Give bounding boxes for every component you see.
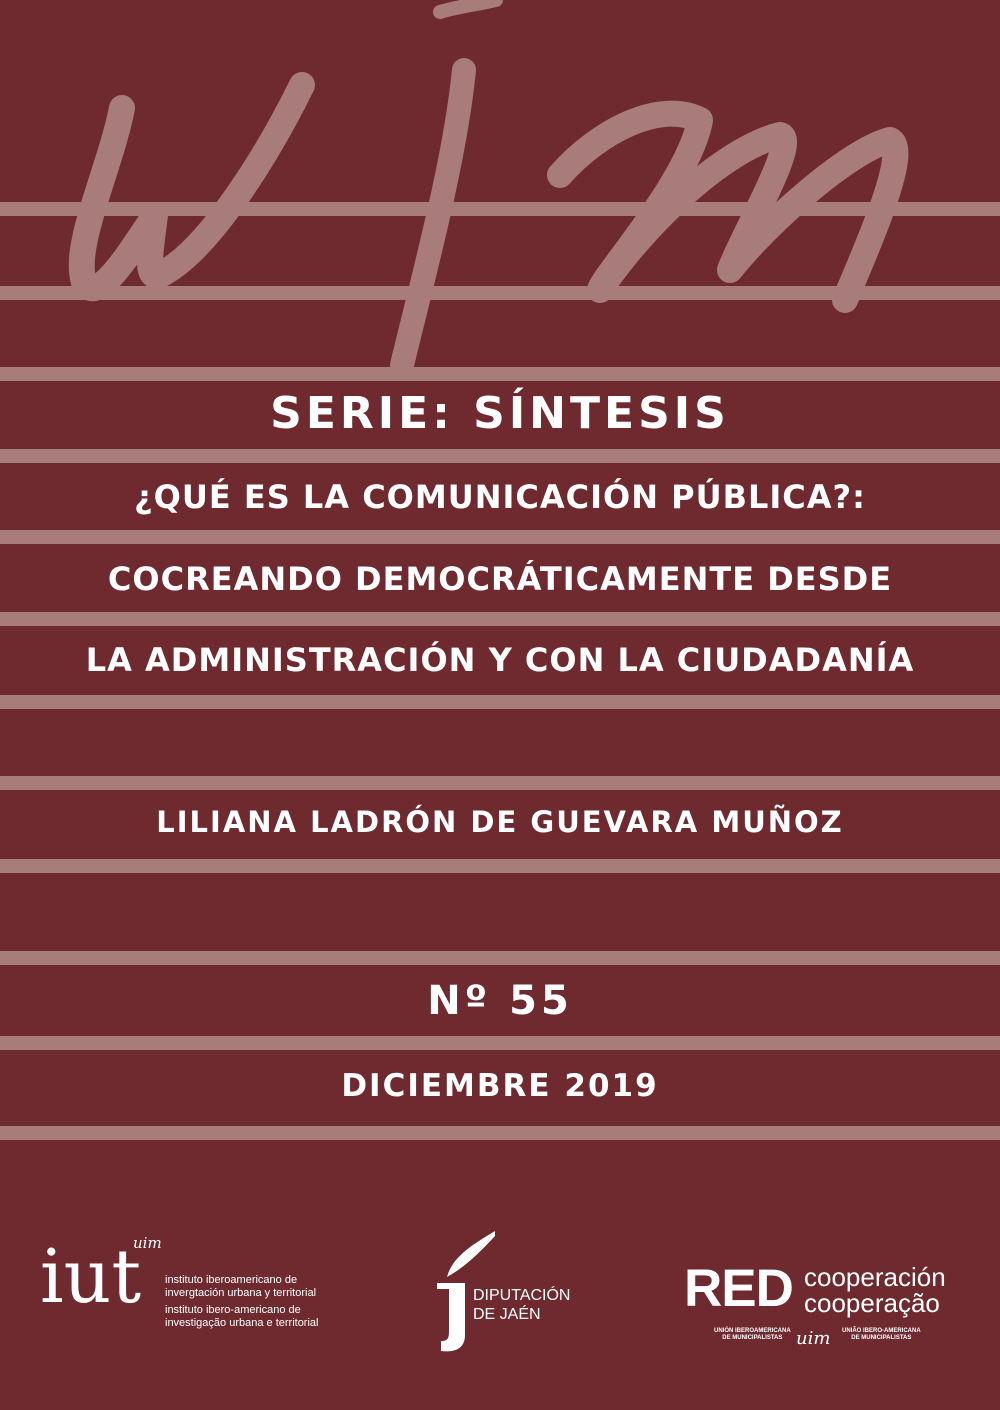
red-cooperacion-logo <box>684 1259 974 1352</box>
iut-line: invergtación urbana y territorial <box>165 1287 317 1299</box>
stripe <box>0 951 1000 965</box>
iut-description <box>165 1274 318 1330</box>
iut-line: investigação urbana e territorial <box>165 1317 319 1329</box>
stripe <box>0 530 1000 544</box>
author-name: LILIANA LADRÓN DE GUEVARA MUÑOZ <box>156 805 844 839</box>
red-word: RED <box>684 1259 793 1318</box>
uim-handwritten-logo <box>40 0 980 390</box>
title-line-3: LA ADMINISTRACIÓN Y CON LA CIUDADANÍA <box>85 641 915 679</box>
diputacion-line-2: DE JAÉN <box>473 1306 541 1323</box>
publication-date: DICIEMBRE 2019 <box>341 1068 659 1104</box>
stripe <box>0 776 1000 790</box>
red-small-line: DE MUNICIPALISTAS <box>722 1335 783 1341</box>
issue-number: Nº 55 <box>427 978 573 1024</box>
red-line-2: cooperação <box>804 1288 940 1318</box>
red-small-right <box>842 1328 921 1342</box>
diputacion-line-1: DIPUTACIÓN <box>473 1287 571 1304</box>
diputacion-jaen-logo <box>435 1225 605 1355</box>
stripe <box>0 1126 1000 1140</box>
red-uim-mark: uim <box>796 1328 831 1349</box>
iut-uim-mark: uim <box>133 1234 162 1252</box>
red-cooperation <box>804 1264 946 1316</box>
stripe <box>0 695 1000 709</box>
iut-letters: iut <box>40 1234 142 1320</box>
stripe <box>0 449 1000 463</box>
red-line-1: cooperación <box>804 1262 946 1292</box>
stripe <box>0 612 1000 626</box>
iut-logo <box>40 1230 340 1360</box>
stripe <box>0 1036 1000 1050</box>
title-line-2: COCREANDO DEMOCRÁTICAMENTE DESDE <box>107 560 893 598</box>
diputacion-name <box>473 1286 570 1324</box>
red-small-left <box>714 1328 791 1342</box>
iut-line: instituto iberoamericano de <box>165 1274 298 1286</box>
red-small-line: UNIÃO IBERO-AMERICANA <box>842 1328 921 1334</box>
red-small-line: UNIÓN IBEROAMERICANA <box>714 1328 791 1334</box>
title-line-1: ¿QUÉ ES LA COMUNICACIÓN PÚBLICA?: <box>134 478 866 516</box>
stripe <box>0 859 1000 873</box>
series-title: SERIE: SÍNTESIS <box>270 388 730 439</box>
iut-line: instituto ibero-americano de <box>165 1304 301 1316</box>
red-small-line: DE MUNICIPALISTAS <box>851 1335 912 1341</box>
